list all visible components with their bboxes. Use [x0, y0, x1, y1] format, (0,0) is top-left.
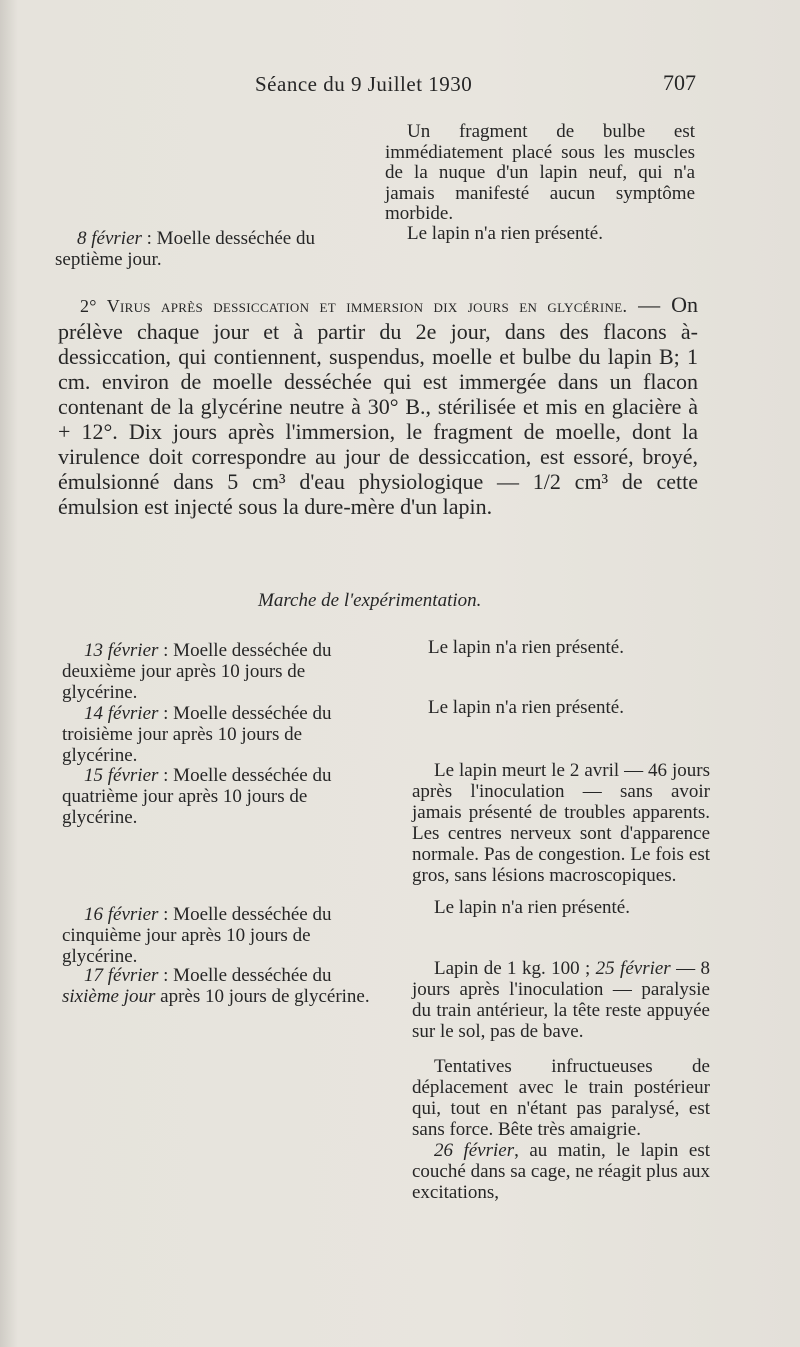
entry-text: après 10 jours de glycérine. — [155, 986, 370, 1007]
running-header: Séance du 9 Juillet 1930 — [255, 72, 473, 96]
entry-17-fevrier — [62, 965, 374, 1007]
entry-text: : Moelle desséchée du deuxième jour après 10 jours de glycérine. — [62, 640, 332, 703]
section-heading: 2° Virus après dessiccation et immersion dix jours en glycérine. — [80, 296, 628, 316]
entry-14-result: Le lapin n'a rien présenté. — [428, 697, 624, 718]
entry-text: : Moelle desséchée du septième jour. — [55, 228, 315, 270]
result-date: 26 février — [434, 1140, 515, 1161]
entry-16-result: Le lapin n'a rien présenté. — [434, 897, 630, 918]
entry-13-result: Le lapin n'a rien présenté. — [428, 637, 624, 658]
entry-date: 8 février — [77, 228, 142, 249]
section-caption: Marche de l'expérimentation. — [258, 590, 482, 611]
entry-16-fevrier — [62, 904, 374, 967]
section-2-paragraph — [58, 292, 698, 519]
entry-14-fevrier — [62, 703, 374, 766]
result-text: , au matin, le lapin est couché dans sa cage, ne réagit plus aux excitations, — [412, 1140, 710, 1203]
entry-text: : Moelle desséchée du cinquième jour après 10 jours de glycérine. — [62, 904, 332, 967]
result-text: Lapin de 1 kg. 100 ; — [434, 958, 596, 979]
result-text: — 8 jours après l'inoculation — paralysie du train antérieur, la tête reste appuyée sur le sol, pas de bave. — [412, 958, 710, 1042]
entry-13-fevrier — [62, 640, 374, 703]
entry-15-fevrier — [62, 765, 374, 828]
entry-text-italic: sixième jour — [62, 986, 156, 1007]
entry-date: 13 février — [84, 640, 159, 661]
entry-date: 17 février — [84, 965, 159, 986]
entry-date: 16 février — [84, 904, 159, 925]
entry-17-result-p2: Tentatives infructueuses de déplacement avec le train postérieur qui, tout en n'étant pas paralysé, est sans force. Bête très amaigrie. — [412, 1056, 710, 1140]
entry-17-result-p3 — [412, 1140, 710, 1203]
page-number: 707 — [663, 70, 696, 95]
entry-text: : Moelle desséchée du troisième jour après 10 jours de glycérine. — [62, 703, 332, 766]
entry-date: 14 février — [84, 703, 159, 724]
section-body: — On prélève chaque jour et à partir du 2e jour, dans des flacons à-dessiccation, qui contiennent, suspendus, moelle et bulbe du lapin B; 1 cm. environ de moelle desséchée qui est immergée dans un flacon contenant de la glycérine neutre à 30° B., stérilisée et mis en glacière à + 12°. Dix jours après l'immersion, le fragment de moelle, dont la virulence doit correspondre au jour de dessiccation, est essoré, broyé, émulsionné dans 5 cm³ d'eau physiologique — 1/2 cm³ de cette émulsion est injecté sous la dure-mère d'un lapin. — [58, 292, 698, 519]
result-date: 25 février — [595, 958, 671, 979]
entry-8-result: Le lapin n'a rien présenté. — [407, 223, 603, 244]
entry-15-result: Le lapin meurt le 2 avril — 46 jours après l'inoculation — sans avoir jamais présenté de troubles apparents. Les centres nerveux sont d'apparence normale. Pas de congestion. Le fois est gros, sans lésions macroscopiques. — [412, 760, 710, 886]
entry-date: 15 février — [84, 765, 159, 786]
fragment-paragraph: Un fragment de bulbe est immédiatement placé sous les muscles de la nuque d'un lapin neuf, qui n'a jamais manifesté aucun symptôme morbide. — [385, 121, 695, 224]
entry-8-fevrier — [55, 229, 365, 270]
entry-text: : Moelle desséchée du — [158, 965, 332, 986]
entry-17-result — [412, 958, 710, 1042]
entry-text: : Moelle desséchée du quatrième jour après 10 jours de glycérine. — [62, 765, 332, 828]
